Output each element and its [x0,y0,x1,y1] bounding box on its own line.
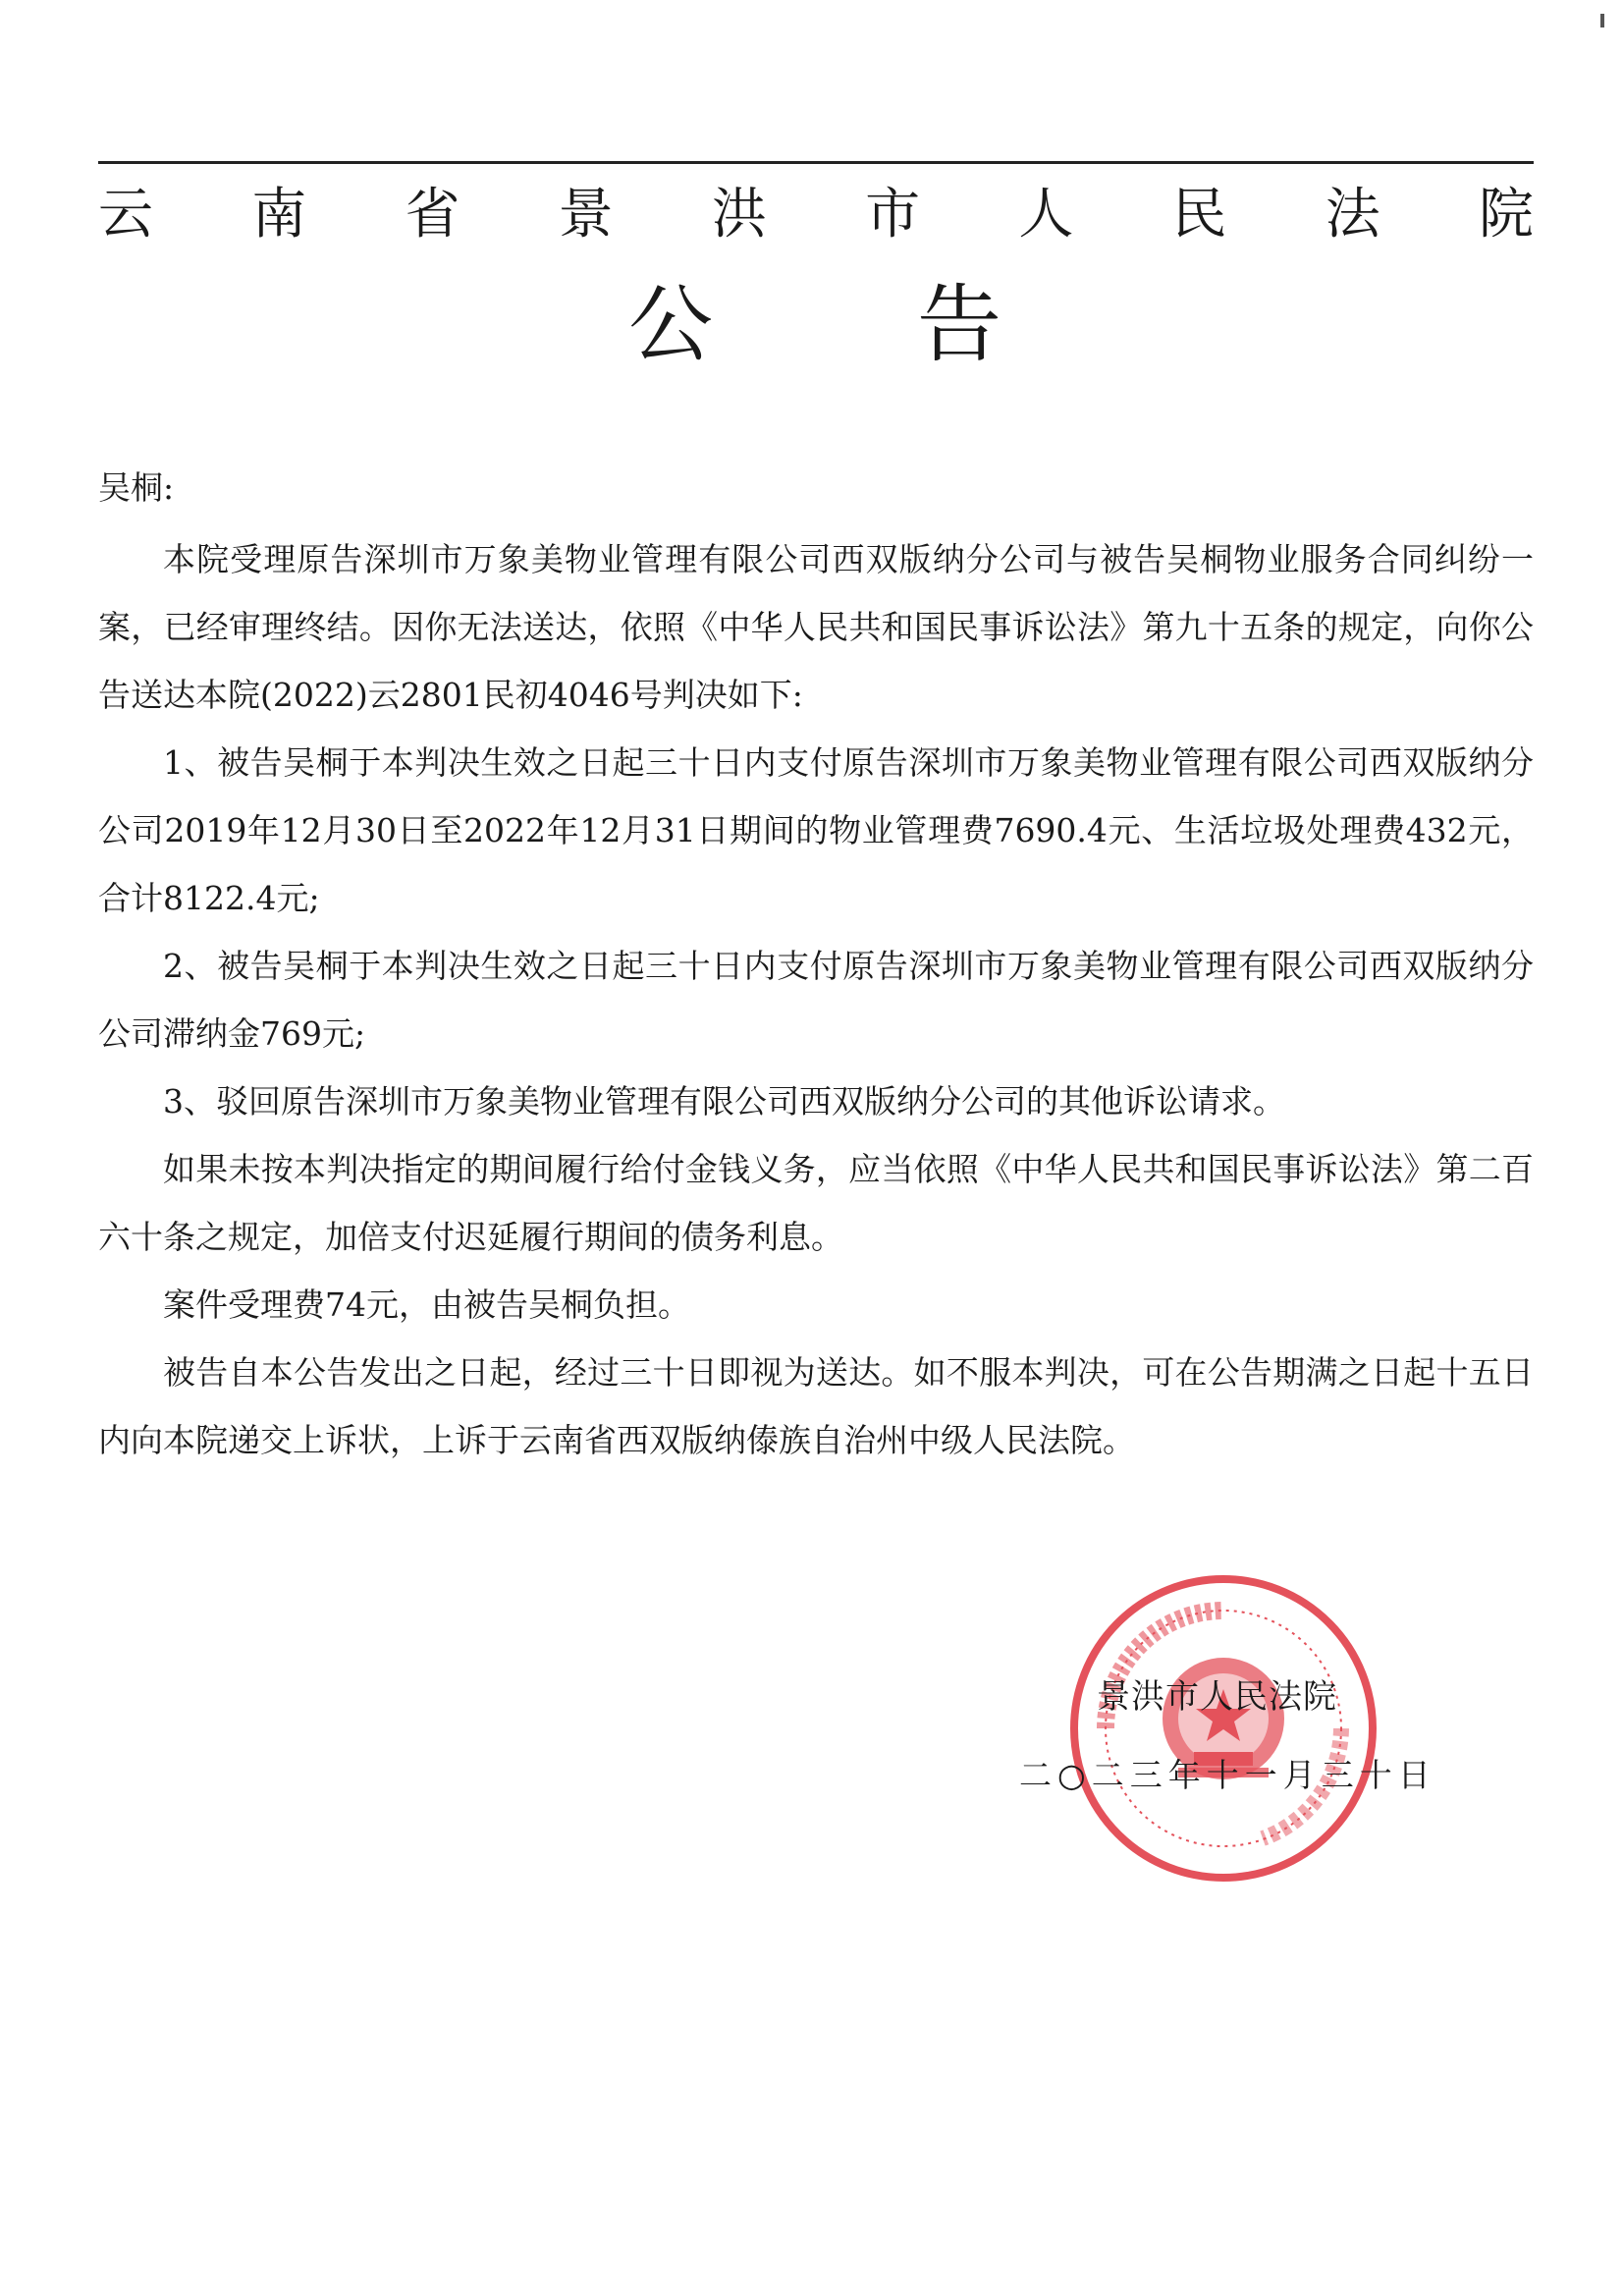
court-seal [1066,1571,1380,1886]
title-char: 公 [628,276,713,374]
court-name-char: 景 [558,183,614,246]
paragraph-intro: 本院受理原告深圳市万象美物业管理有限公司西双版纳分公司与被告吴桐物业服务合同纠纷一案，已经审理终结。因你无法送达，依照《中华人民共和国民事诉讼法》第九十五条的规定，向你公告送达本院(2022)云2801民初4046号判决如下: [98,540,1534,714]
notice-body [98,454,1534,1474]
court-name-char: 法 [1325,183,1380,246]
header-rule [98,161,1534,164]
addressee: 吴桐: [98,468,175,507]
paragraph-court-fee: 案件受理费74元，由被告吴桐负担。 [163,1285,690,1324]
court-name-char: 院 [1478,183,1534,246]
scan-mark [1600,14,1604,27]
paragraph-appeal: 被告自本公告发出之日起，经过三十日即视为送达。如不服本判决，可在公告期满之日起十五日内向本院递交上诉状，上诉于云南省西双版纳傣族自治州中级人民法院。 [98,1353,1534,1459]
paragraph-late-interest: 如果未按本判决指定的期间履行给付金钱义务，应当依照《中华人民共和国民事诉讼法》第二百六十条之规定，加倍支付迟延履行期间的债务利息。 [98,1150,1534,1256]
title-char: 告 [917,276,1001,374]
paragraph-judgment-2: 2、被告吴桐于本判决生效之日起三十日内支付原告深圳市万象美物业管理有限公司西双版纳分公司滞纳金769元; [98,947,1534,1053]
court-name-char: 市 [865,183,921,246]
court-name-char: 云 [98,183,153,246]
document-title [628,263,1001,374]
signature-court-name: 景洪市人民法院 [1097,1677,1337,1717]
signature-date: 二○二三年十一月三十日 [1019,1756,1436,1794]
court-name-char: 洪 [711,183,767,246]
court-name-char: 省 [405,183,460,246]
court-name-char: 南 [251,183,307,246]
paragraph-judgment-1: 1、被告吴桐于本判决生效之日起三十日内支付原告深圳市万象美物业管理有限公司西双版纳分公司2019年12月30日至2022年12月31日期间的物业管理费7690.4元、生活垃圾处理费432元，合计8122.4元; [98,743,1534,917]
paragraph-judgment-3: 3、驳回原告深圳市万象美物业管理有限公司西双版纳分公司的其他诉讼请求。 [163,1082,1285,1121]
court-name-char: 人 [1018,183,1074,246]
court-name-char: 民 [1171,183,1227,246]
court-name-header [98,165,1534,255]
